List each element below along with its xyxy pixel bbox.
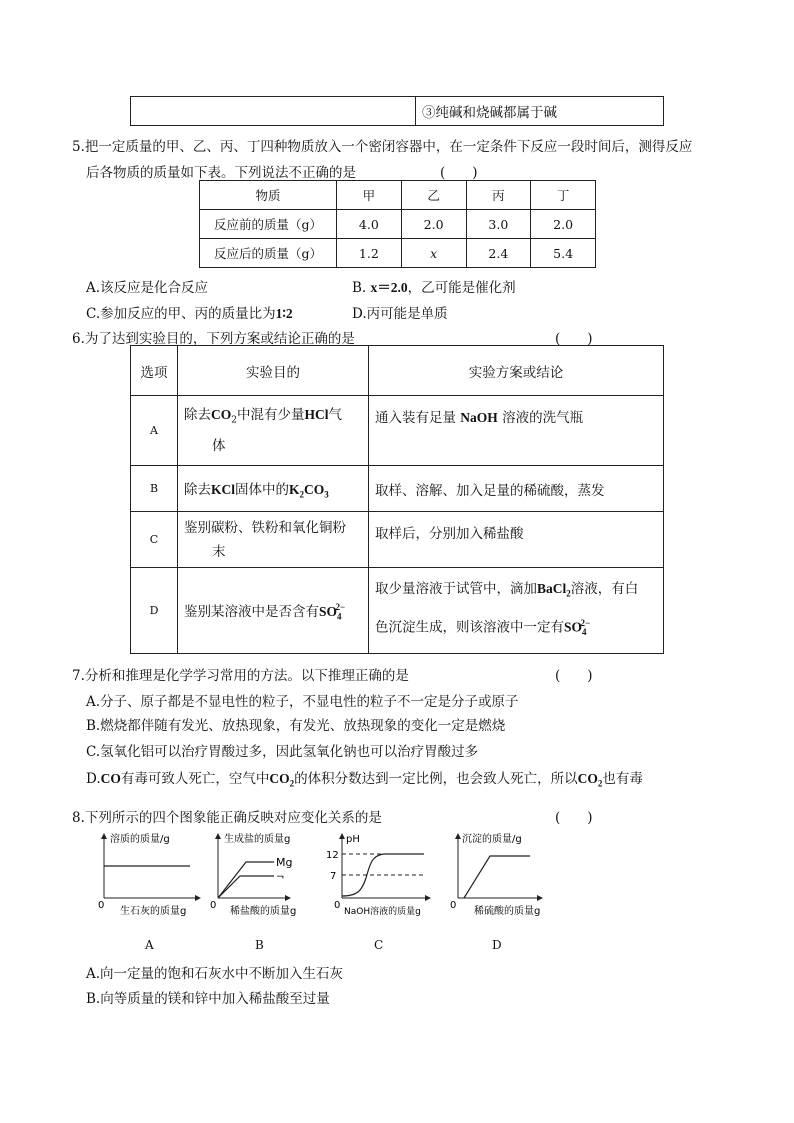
chem-formula: CO: [100, 771, 121, 786]
plan-cell: [369, 396, 664, 466]
chem-superscript: 2−: [335, 602, 346, 613]
q7-d-text: 也有毒: [602, 771, 643, 787]
chem-subscript: 2: [299, 489, 305, 500]
table-row: [131, 346, 664, 396]
plan-cell: 取样后，分别加入稀盐酸: [369, 512, 664, 568]
graph-b-ylabel: 生成盐的质量g: [224, 834, 291, 845]
table-cell: 2.0: [531, 210, 596, 239]
graph-b-label-mg: Mg: [276, 856, 293, 869]
chem-subscript: 2: [597, 778, 603, 789]
graph-c-origin: 0: [334, 900, 341, 911]
graph-d-curve: [464, 856, 530, 898]
option-label: D: [131, 568, 178, 654]
table-header-goal: 实验目的: [178, 346, 369, 396]
graph-b-origin: 0: [210, 900, 217, 911]
chem-formula: BaCl: [537, 580, 567, 596]
chem-formula: KCl: [211, 481, 236, 497]
table-row: [131, 466, 664, 512]
q5-option-a: A.该反应是化合反应: [86, 280, 209, 296]
table-header-plan: 实验方案或结论: [369, 346, 664, 396]
q8-option-b: B.向等质量的镁和锌中加入稀盐酸至过量: [86, 991, 330, 1007]
goal-cell: [178, 396, 369, 466]
table-row: [200, 181, 596, 210]
goal-cell: [178, 512, 369, 568]
q5-option-b-suffix: ，乙可能是催化剂: [407, 280, 516, 296]
goal-text: 体: [212, 438, 226, 455]
graph-c-xlabel: NaOH溶液的质量g: [344, 907, 421, 917]
goal-text: 固体中的: [235, 481, 290, 498]
graph-c-caption: C: [374, 938, 384, 952]
table-cell: 2.0: [401, 210, 466, 239]
table-row: [131, 568, 664, 654]
q7-answer-paren: ( ): [555, 668, 593, 684]
graph-b-label-zn: ¬: [276, 872, 285, 883]
graph-b: [210, 832, 296, 917]
table-cell: 丙: [466, 181, 531, 210]
goal-text: 除去: [184, 481, 211, 498]
goal-cell: [178, 466, 369, 512]
chem-formula: CO: [269, 771, 290, 786]
q8-graphs: [90, 828, 560, 928]
graph-d-origin: 0: [450, 900, 457, 911]
q5-option-b-equation: x＝2.0: [370, 280, 408, 295]
q5-option-b: [352, 276, 516, 296]
option-label: A: [131, 396, 178, 466]
q5-option-c: [86, 302, 293, 322]
chem-subscript: 2: [566, 588, 571, 599]
chem-superscript: 2−: [580, 618, 591, 629]
plan-text: 色沉淀生成，则该溶液中一定有: [375, 619, 564, 636]
table-cell: 4.0: [337, 210, 402, 239]
q7-d-text: D.: [86, 771, 101, 787]
q7-d-text: 有毒可致人死亡，空气中: [120, 771, 270, 787]
graph-d-ylabel: 沉淀的质量/g: [462, 834, 522, 845]
goal-cell: [178, 568, 369, 654]
q5-option-d: D.丙可能是单质: [352, 306, 448, 322]
plan-cell: [369, 568, 664, 654]
q8-stem: 8.下列所示的四个图象能正确反映对应变化关系的是: [72, 810, 382, 826]
q7-option-c: C.氢氧化铝可以治疗胃酸过多，因此氢氧化钠也可以治疗胃酸过多: [86, 744, 479, 760]
table-cell: 甲: [337, 181, 402, 210]
option-label: C: [131, 512, 178, 568]
goal-text: 气: [328, 406, 342, 423]
q5-answer-paren: ( ): [440, 165, 478, 181]
chem-subscript: 3: [324, 489, 329, 500]
plan-cell: 取样、溶解、加入足量的稀硫酸，蒸发: [369, 466, 664, 512]
chem-formula: CO: [577, 771, 598, 786]
chem-formula: NaOH: [460, 410, 498, 425]
table-cell: x: [401, 239, 466, 268]
q5-option-b-prefix: B.: [352, 280, 371, 296]
graph-b-xlabel: 稀盐酸的质量g: [230, 906, 297, 917]
graph-c-tick-12: 12: [326, 850, 339, 861]
chem-formula: CO: [211, 406, 232, 422]
graph-c: [326, 834, 430, 917]
table-row: [200, 239, 596, 268]
q8-answer-paren: ( ): [555, 810, 593, 826]
goal-text: 中混有少量: [236, 406, 305, 423]
chem-subscript: 4: [337, 611, 342, 622]
q5-stem-line2: 后各物质的质量如下表。下列说法不正确的是: [86, 165, 356, 181]
q6-table: [130, 345, 664, 654]
chem-formula: K: [289, 481, 300, 497]
chem-formula: SO: [319, 603, 338, 619]
top-table-right-cell: ③纯碱和烧碱都属于碱: [416, 97, 664, 126]
chem-formula: SO: [564, 619, 583, 635]
graph-c-ylabel: pH: [346, 834, 360, 845]
graph-a: [98, 832, 200, 917]
table-cell: 3.0: [466, 210, 531, 239]
table-cell: 2.4: [466, 239, 531, 268]
q7-option-b: B.燃烧都伴随有发光、放热现象，有发光、放热现象的变化一定是燃烧: [86, 718, 506, 734]
chem-subscript: 4: [582, 627, 587, 638]
graph-d-xlabel: 稀硫酸的质量g: [474, 906, 541, 917]
q5-option-c-prefix: C.参加反应的甲、丙的质量比为: [86, 306, 276, 322]
chem-subscript: 2: [289, 778, 295, 789]
chem-formula: HCl: [304, 406, 329, 422]
graph-c-curve: [342, 854, 424, 896]
top-table: [130, 96, 664, 126]
plan-text: 溶液的洗气瓶: [497, 410, 584, 426]
plan-text: 溶液，有白: [570, 580, 639, 597]
q5-option-c-ratio: 1∶2: [275, 306, 293, 321]
graph-d-caption: D: [492, 938, 502, 952]
goal-text: 除去: [184, 406, 211, 423]
q5-stem-line1: 5.把一定质量的甲、乙、丙、丁四种物质放入一个密闭容器中，在一定条件下反应一段时间后，测得反应: [72, 139, 693, 155]
plan-text: 取少量溶液于试管中，滴加: [375, 580, 537, 597]
q6-answer-paren: ( ): [555, 331, 593, 347]
graph-a-caption: A: [145, 938, 154, 952]
table-cell: 丁: [531, 181, 596, 210]
graph-b-curve-mg: [218, 862, 274, 898]
table-row: [131, 512, 664, 568]
table-row: [131, 396, 664, 466]
graph-b-caption: B: [255, 938, 264, 952]
option-label: B: [131, 466, 178, 512]
table-cell: 反应前的质量（g）: [200, 210, 337, 239]
goal-text: 鉴别某溶液中是否含有: [184, 603, 319, 620]
chem-formula: CO: [304, 481, 325, 497]
table-cell: 乙: [401, 181, 466, 210]
chem-subscript: 2: [231, 415, 237, 426]
top-table-left-cell: [131, 97, 416, 126]
table-header-option: 选项: [131, 346, 178, 396]
table-row: [200, 210, 596, 239]
q5-table: [199, 180, 596, 268]
table-cell: 反应后的质量（g）: [200, 239, 337, 268]
graph-d: [450, 832, 542, 917]
q7-stem: 7.分析和推理是化学学习常用的方法。以下推理正确的是: [72, 668, 409, 684]
goal-text: 鉴别碳粉、铁粉和氧化铜粉: [184, 519, 346, 536]
q7-option-a: A.分子、原子都是不显电性的粒子，不显电性的粒子不一定是分子或原子: [86, 694, 519, 710]
table-cell: 物质: [200, 181, 337, 210]
graph-a-xlabel: 生石灰的质量g: [120, 906, 187, 917]
goal-text: 末: [212, 543, 226, 560]
q6-stem: 6.为了达到实验目的，下列方案或结论正确的是: [72, 331, 355, 347]
q7-option-d: [86, 767, 643, 789]
graph-c-tick-7: 7: [330, 871, 337, 882]
graph-a-ylabel: 溶质的质量/g: [110, 834, 170, 845]
q7-d-text: 的体积分数达到一定比例，也会致人死亡，所以: [294, 771, 578, 787]
plan-text: 通入装有足量: [375, 410, 461, 426]
graph-a-origin: 0: [98, 900, 105, 911]
table-cell: 5.4: [531, 239, 596, 268]
q8-option-a: A.向一定量的饱和石灰水中不断加入生石灰: [86, 966, 344, 982]
table-cell: 1.2: [337, 239, 402, 268]
